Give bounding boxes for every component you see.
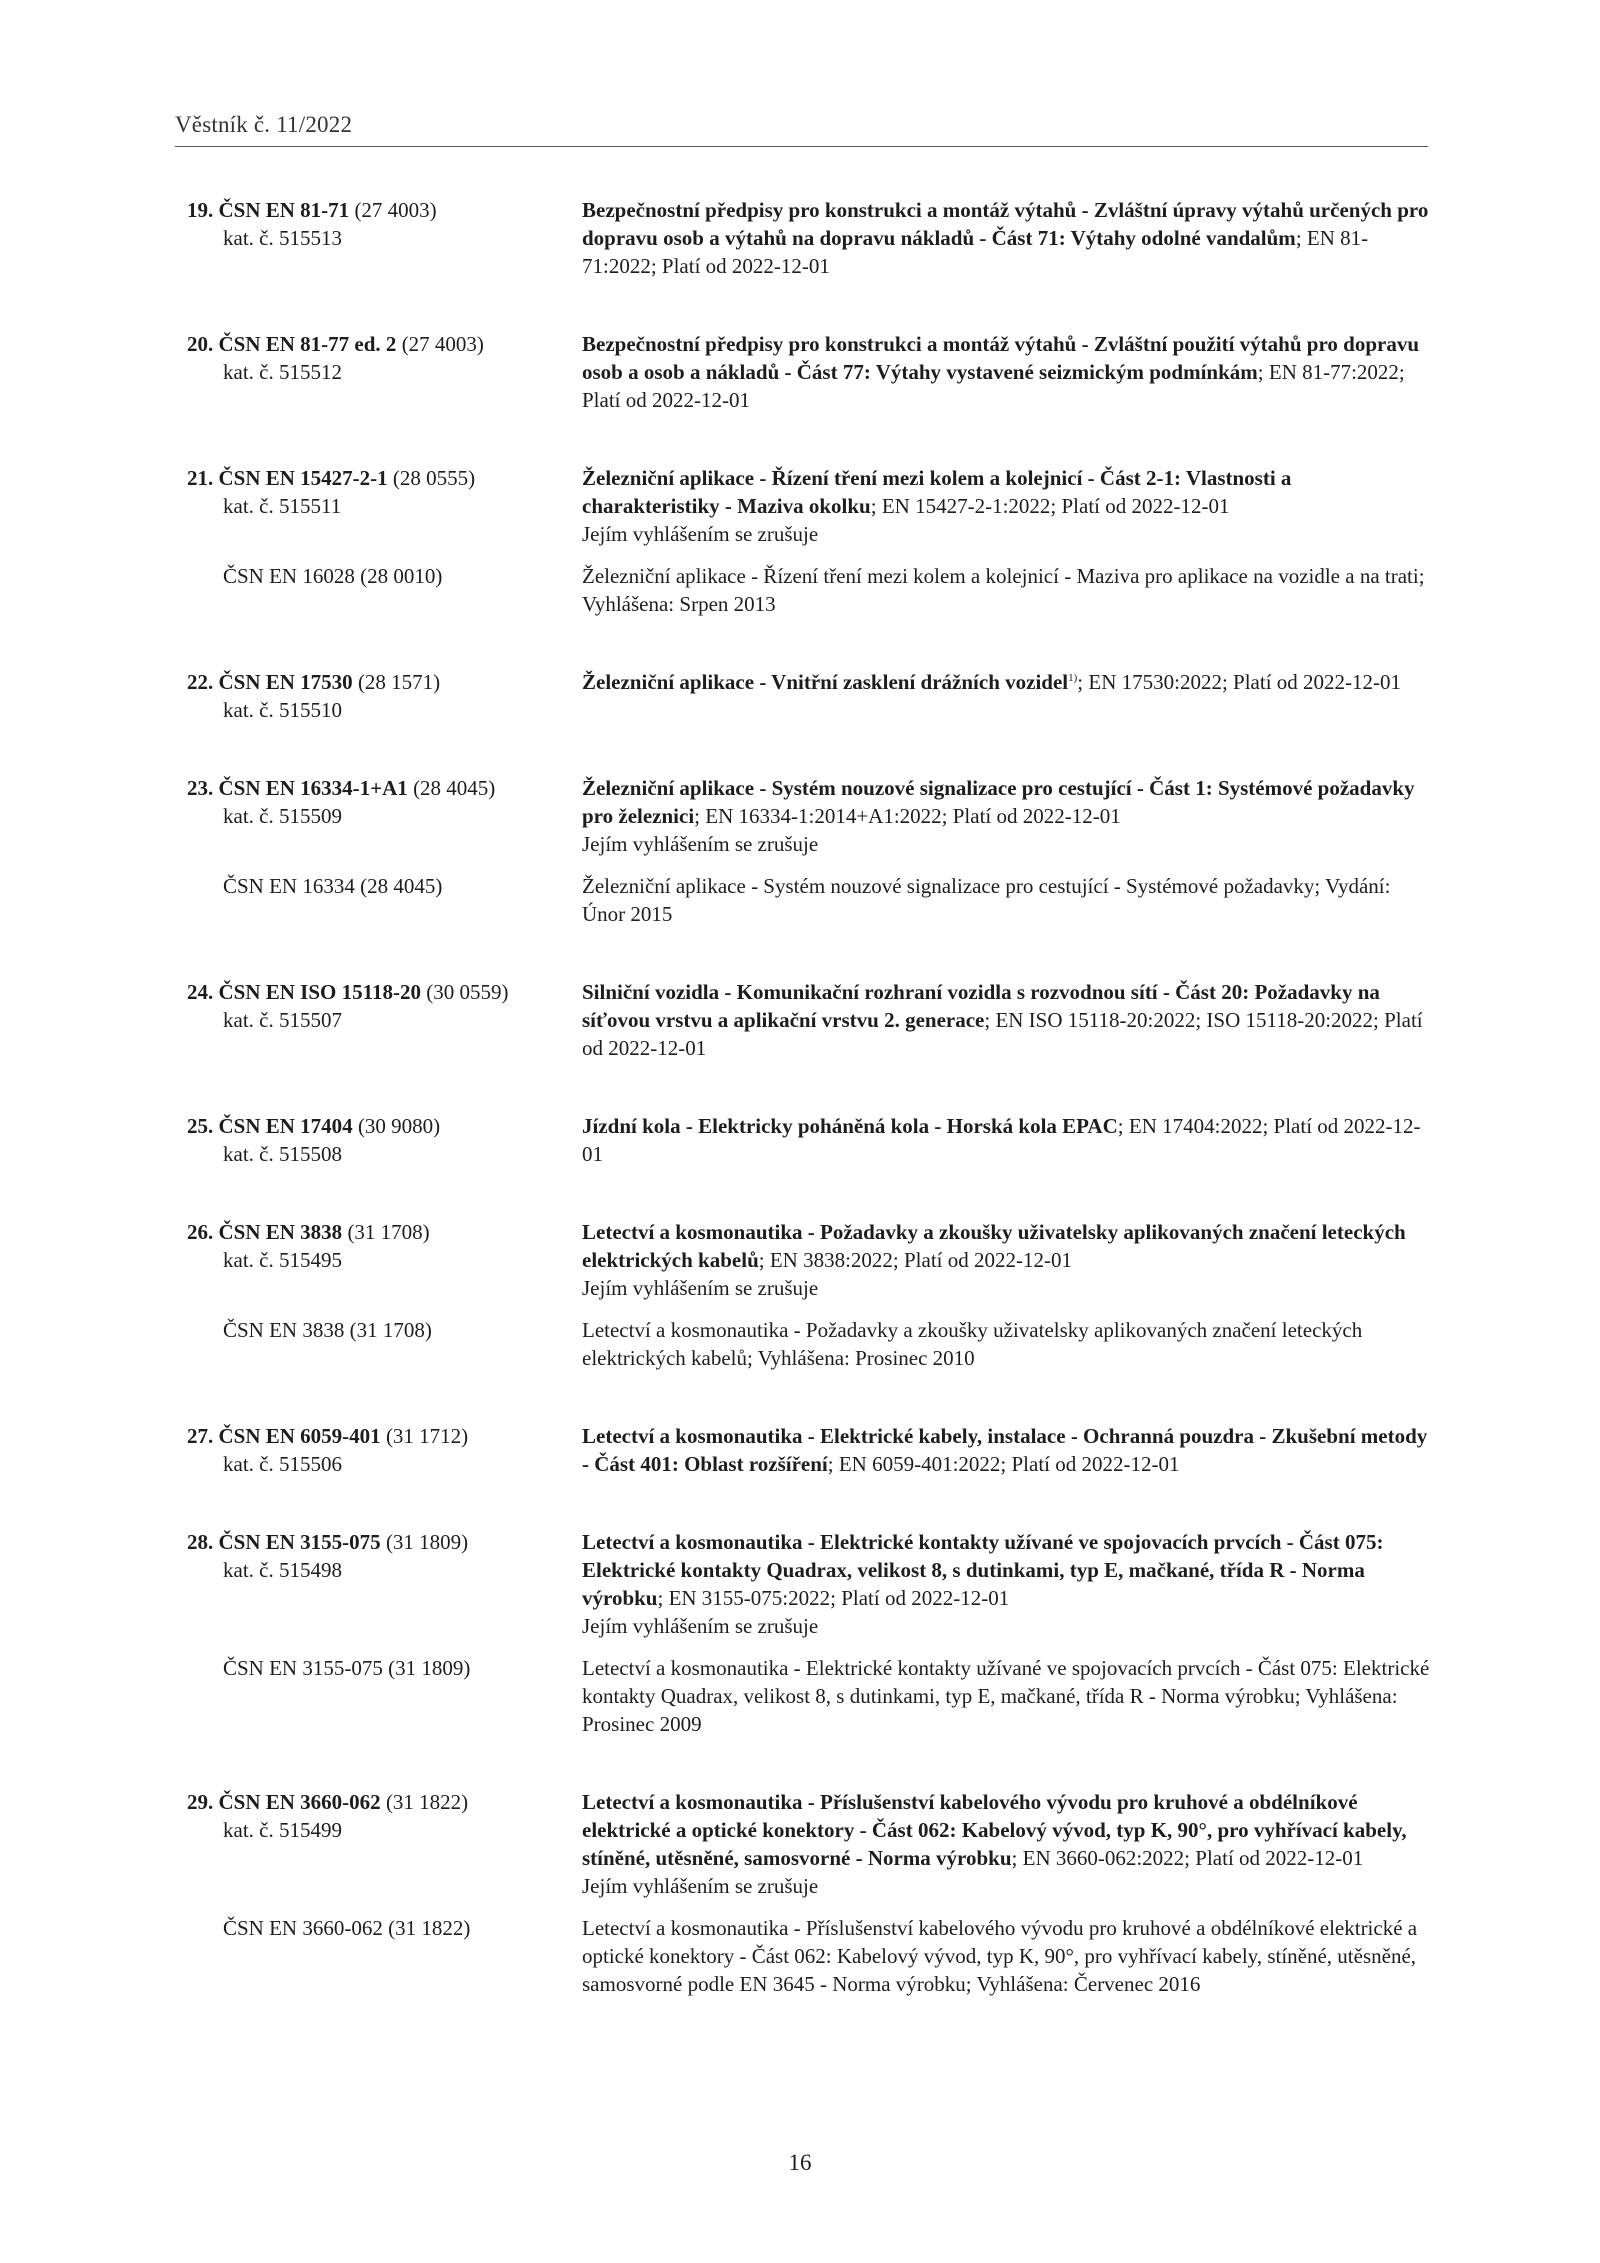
catalog-number: kat. č. 515498 — [223, 1558, 342, 1582]
entry-row — [187, 774, 1432, 858]
replaced-standard-code: ČSN EN 3155-075 (31 1809) — [223, 1656, 471, 1680]
entry-number: 27. — [187, 1424, 214, 1448]
standard-details: ; EN 16334-1:2014+A1:2022; Platí od 2022-12-01 — [694, 804, 1121, 828]
replaced-identifiers — [187, 1914, 582, 1942]
replaced-description: Letectví a kosmonautika - Požadavky a zkoušky uživatelsky aplikovaných značení leteckých elektrických kabelů; Vyhlášena: Prosinec 2010 — [582, 1318, 1363, 1370]
entry-description — [582, 196, 1432, 280]
replaced-identifiers — [187, 1316, 582, 1344]
entry-code-line — [187, 1528, 582, 1556]
standard-title: Železniční aplikace - Systém nouzové signalizace pro cestující - Část 1: Systémové požadavky pro železnici — [582, 776, 1415, 828]
entry-identifiers — [187, 464, 582, 520]
entry-identifiers — [187, 668, 582, 724]
standard-title: Letectví a kosmonautika - Elektrické kabely, instalace - Ochranná pouzdra - Zkušební metody - Část 401: Oblast rozšíření — [582, 1424, 1428, 1476]
replaced-row — [187, 1914, 1432, 1998]
standard-details: ; EN 3838:2022; Platí od 2022-12-01 — [758, 1248, 1072, 1272]
entry-code-line — [187, 464, 582, 492]
standard-code: ČSN EN 6059-401 — [218, 1424, 381, 1448]
classification-code: (31 1712) — [385, 1424, 469, 1448]
entry-identifiers — [187, 1788, 582, 1844]
replaced-standard-code: ČSN EN 3660-062 (31 1822) — [223, 1916, 471, 1940]
replaced-identifiers — [187, 1654, 582, 1682]
standard-title: Jízdní kola - Elektricky poháněná kola - Horská kola EPAC — [582, 1114, 1118, 1138]
entry-code-line — [187, 1788, 582, 1816]
standard-code: ČSN EN 17404 — [218, 1114, 353, 1138]
standard-entry — [187, 774, 1432, 928]
entry-row — [187, 1112, 1432, 1168]
classification-code: (28 0555) — [392, 466, 476, 490]
catalog-number: kat. č. 515513 — [223, 226, 342, 250]
entry-row — [187, 1218, 1432, 1302]
replaced-identifiers — [187, 872, 582, 900]
entry-number: 21. — [187, 466, 214, 490]
replacement-note: Jejím vyhlášením se zrušuje — [582, 1276, 819, 1300]
standard-details: ; EN 15427-2-1:2022; Platí od 2022-12-01 — [870, 494, 1230, 518]
entry-code-line — [187, 196, 582, 224]
standard-details: ; EN 17530:2022; Platí od 2022-12-01 — [1077, 670, 1402, 694]
replacement-note: Jejím vyhlášením se zrušuje — [582, 522, 819, 546]
standard-title: Letectví a kosmonautika - Požadavky a zkoušky uživatelsky aplikovaných značení leteckých elektrických kabelů — [582, 1220, 1406, 1272]
catalog-number: kat. č. 515507 — [223, 1008, 342, 1032]
entry-row — [187, 464, 1432, 548]
standard-entry — [187, 1112, 1432, 1168]
standard-entry — [187, 1788, 1432, 1998]
entry-code-line — [187, 1422, 582, 1450]
replacement-note: Jejím vyhlášením se zrušuje — [582, 1614, 819, 1638]
standard-details: ; EN 81-71:2022; Platí od 2022-12-01 — [582, 226, 1369, 278]
entry-code-line — [187, 668, 582, 696]
standard-code: ČSN EN ISO 15118-20 — [218, 980, 421, 1004]
replaced-row — [187, 562, 1432, 618]
replaced-standard-code: ČSN EN 16334 (28 4045) — [223, 874, 443, 898]
entry-description — [582, 1788, 1432, 1900]
standard-entry — [187, 1218, 1432, 1372]
classification-code: (31 1822) — [385, 1790, 469, 1814]
classification-code: (27 4003) — [401, 332, 484, 356]
standard-entry — [187, 1422, 1432, 1478]
catalog-number: kat. č. 515510 — [223, 698, 342, 722]
standards-list — [187, 196, 1432, 2048]
replaced-row — [187, 1654, 1432, 1738]
entry-number: 24. — [187, 980, 214, 1004]
entry-row — [187, 196, 1432, 280]
replaced-standard-code: ČSN EN 16028 (28 0010) — [223, 564, 443, 588]
catalog-number: kat. č. 515508 — [223, 1142, 342, 1166]
entry-row — [187, 1528, 1432, 1640]
standard-details: ; EN ISO 15118-20:2022; ISO 15118-20:2022; Platí od 2022-12-01 — [582, 1008, 1423, 1060]
entry-identifiers — [187, 774, 582, 830]
catalog-number: kat. č. 515509 — [223, 804, 342, 828]
classification-code: (27 4003) — [354, 198, 437, 222]
entry-identifiers — [187, 330, 582, 386]
catalog-number: kat. č. 515499 — [223, 1818, 342, 1842]
standard-title: Železniční aplikace - Vnitřní zasklení drážních vozidel — [582, 670, 1069, 694]
entry-number: 25. — [187, 1114, 214, 1138]
entry-identifiers — [187, 1112, 582, 1168]
standard-details: ; EN 17404:2022; Platí od 2022-12-01 — [582, 1114, 1421, 1166]
entry-description — [582, 668, 1432, 696]
entry-identifiers — [187, 1218, 582, 1274]
entry-number: 29. — [187, 1790, 214, 1814]
standard-code: ČSN EN 16334-1+A1 — [218, 776, 408, 800]
entry-description — [582, 1528, 1432, 1640]
replaced-description: Železniční aplikace - Řízení tření mezi kolem a kolejnicí - Maziva pro aplikace na vozidle a na trati; Vyhlášena: Srpen 2013 — [582, 564, 1425, 616]
journal-title: Věstník č. 11/2022 — [175, 112, 353, 137]
entry-description — [582, 1422, 1432, 1478]
entry-code-line — [187, 774, 582, 802]
replacement-note: Jejím vyhlášením se zrušuje — [582, 1874, 819, 1898]
classification-code: (31 1809) — [385, 1530, 469, 1554]
entry-description — [582, 464, 1432, 548]
replaced-identifiers — [187, 562, 582, 590]
standard-title: Letectví a kosmonautika - Příslušenství kabelového vývodu pro kruhové a obdélníkové elektrické a optické konektory - Část 062: Kabelový vývod, typ K, 90°, pro vyhřívací kabely, stíněné, utěsněné, samosvorné - Norma výrobku — [582, 1790, 1407, 1870]
entry-code-line — [187, 1112, 582, 1140]
standard-entry — [187, 464, 1432, 618]
replaced-row — [187, 1316, 1432, 1372]
replaced-description: Letectví a kosmonautika - Příslušenství kabelového vývodu pro kruhové a obdélníkové elektrické a optické konektory - Část 062: Kabelový vývod, typ K, 90°, pro vyhřívací kabely, stíněné, utěsněné, samosvorné podle EN 3645 - Norma výrobku; Vyhlášena: Červenec 2016 — [582, 1916, 1418, 1996]
standard-details: ; EN 6059-401:2022; Platí od 2022-12-01 — [827, 1452, 1180, 1476]
entry-identifiers — [187, 978, 582, 1034]
entry-number: 20. — [187, 332, 214, 356]
replaced-standard-code: ČSN EN 3838 (31 1708) — [223, 1318, 432, 1342]
entry-number: 26. — [187, 1220, 214, 1244]
standard-entry — [187, 978, 1432, 1062]
replacement-note: Jejím vyhlášením se zrušuje — [582, 832, 819, 856]
standard-title: Letectví a kosmonautika - Elektrické kontakty užívané ve spojovacích prvcích - Část 075: Elektrické kontakty Quadrax, velikost 8, s dutinkami, typ E, mačkané, třída R - Norma výrobku — [582, 1530, 1384, 1610]
entry-description — [582, 978, 1432, 1062]
entry-code-line — [187, 1218, 582, 1246]
standard-code: ČSN EN 81-77 ed. 2 — [218, 332, 397, 356]
entry-description — [582, 330, 1432, 414]
standard-title: Silniční vozidla - Komunikační rozhraní vozidla s rozvodnou sítí - Část 20: Požadavky na síťovou vrstvu a aplikační vrstvu 2. generace — [582, 980, 1380, 1032]
entry-row — [187, 1788, 1432, 1900]
catalog-number: kat. č. 515506 — [223, 1452, 342, 1476]
standard-code: ČSN EN 15427-2-1 — [218, 466, 388, 490]
replaced-description: Letectví a kosmonautika - Elektrické kontakty užívané ve spojovacích prvcích - Část 075: Elektrické kontakty Quadrax, velikost 8, s dutinkami, typ E, mačkané, třída R - Norma výrobku; Vyhlášena: Prosinec 2009 — [582, 1656, 1430, 1736]
entry-description — [582, 1112, 1432, 1168]
standard-code: ČSN EN 3660-062 — [218, 1790, 381, 1814]
standard-entry — [187, 330, 1432, 414]
standard-code: ČSN EN 17530 — [218, 670, 353, 694]
entry-code-line — [187, 978, 582, 1006]
entry-identifiers — [187, 1528, 582, 1584]
catalog-number: kat. č. 515512 — [223, 360, 342, 384]
standard-code: ČSN EN 3838 — [218, 1220, 343, 1244]
standard-title: Bezpečnostní předpisy pro konstrukci a montáž výtahů - Zvláštní úpravy výtahů určených pro dopravu osob a výtahů na dopravu nákladů - Část 71: Výtahy odolné vandalům — [582, 198, 1429, 250]
entry-row — [187, 1422, 1432, 1478]
page-number: 16 — [788, 2150, 812, 2175]
standard-code: ČSN EN 81-71 — [218, 198, 350, 222]
standard-details: ; EN 81-77:2022; Platí od 2022-12-01 — [582, 360, 1405, 412]
entry-number: 19. — [187, 198, 214, 222]
footnote-marker: 1) — [1068, 672, 1078, 684]
entry-number: 23. — [187, 776, 214, 800]
standard-details: ; EN 3155-075:2022; Platí od 2022-12-01 — [657, 1586, 1010, 1610]
standard-entry — [187, 1528, 1432, 1738]
classification-code: (30 0559) — [426, 980, 509, 1004]
standard-title: Bezpečnostní předpisy pro konstrukci a montáž výtahů - Zvláštní použití výtahů pro dopravu osob a osob a nákladů - Část 77: Výtahy vystavené seizmickým podmínkám — [582, 332, 1420, 384]
standard-entry — [187, 668, 1432, 724]
replaced-description: Železniční aplikace - Systém nouzové signalizace pro cestující - Systémové požadavky; Vydání: Únor 2015 — [582, 874, 1391, 926]
classification-code: (28 4045) — [413, 776, 496, 800]
standard-entry — [187, 196, 1432, 280]
standard-title: Železniční aplikace - Řízení tření mezi kolem a kolejnicí - Část 2-1: Vlastnosti a charakteristiky - Maziva okolku — [582, 466, 1292, 518]
entry-description — [582, 774, 1432, 858]
entry-number: 22. — [187, 670, 214, 694]
entry-code-line — [187, 330, 582, 358]
catalog-number: kat. č. 515511 — [223, 494, 342, 518]
entry-identifiers — [187, 196, 582, 252]
replaced-row — [187, 872, 1432, 928]
entry-row — [187, 668, 1432, 724]
catalog-number: kat. č. 515495 — [223, 1248, 342, 1272]
entry-identifiers — [187, 1422, 582, 1478]
classification-code: (30 9080) — [357, 1114, 441, 1138]
entry-number: 28. — [187, 1530, 214, 1554]
entry-row — [187, 330, 1432, 414]
entry-row — [187, 978, 1432, 1062]
page-header — [175, 112, 1428, 147]
classification-code: (31 1708) — [347, 1220, 430, 1244]
standard-code: ČSN EN 3155-075 — [218, 1530, 381, 1554]
standard-details: ; EN 3660-062:2022; Platí od 2022-12-01 — [1011, 1846, 1364, 1870]
entry-description — [582, 1218, 1432, 1302]
classification-code: (28 1571) — [357, 670, 441, 694]
